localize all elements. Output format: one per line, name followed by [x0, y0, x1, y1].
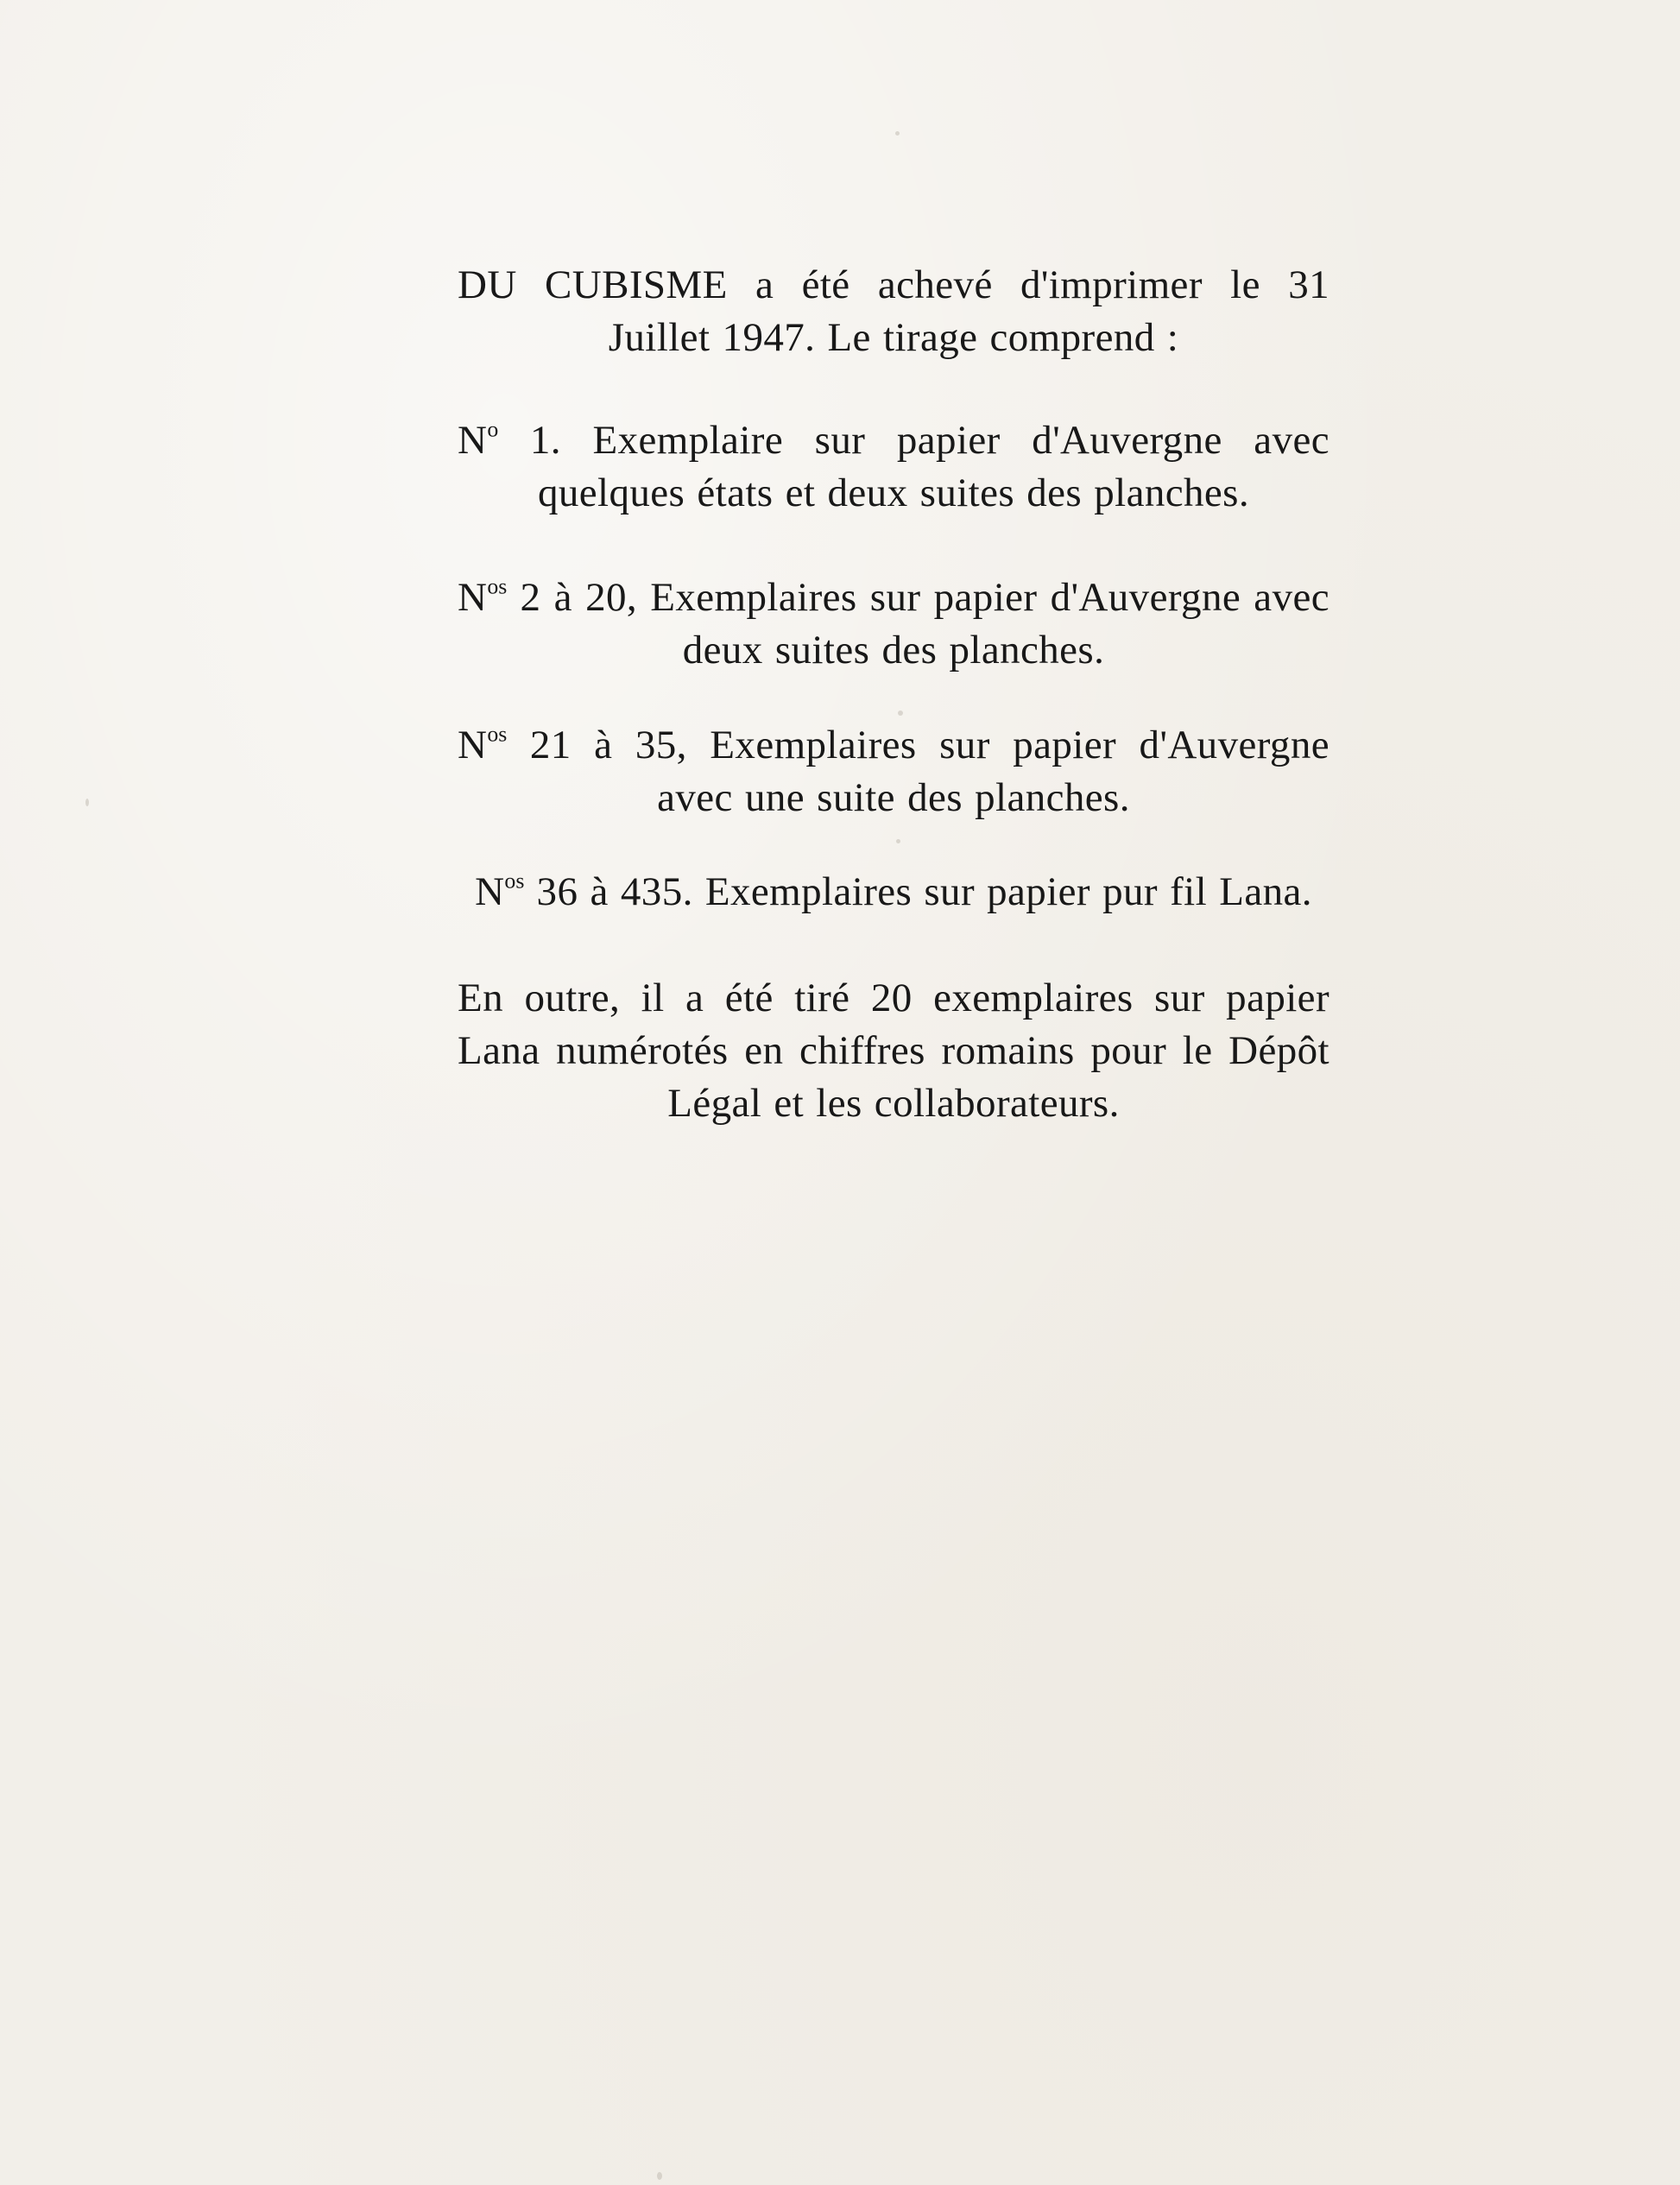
colophon-intro: DU CUBISME a été achevé d'imprimer le 31 Juillet 1947. Le tirage comprend : [458, 262, 1329, 361]
copy-entry-4-ordinal: os [504, 868, 525, 894]
copy-entry-2 [458, 572, 1329, 677]
copy-entry-3-ordinal: os [487, 721, 508, 747]
copy-entry-1-prefix: N [458, 418, 488, 464]
copy-entry-3 [458, 719, 1329, 824]
copy-entry-4-text: 36 à 435. Exemplaires sur papier pur fil Lana. [524, 868, 1312, 914]
copy-entry-3-text: 21 à 35, Exemplaires sur papier d'Auvergne avec une suite des planches. [507, 722, 1329, 820]
copy-entry-2-ordinal: os [487, 574, 508, 599]
copy-entry-1 [458, 414, 1329, 520]
copy-entry-2-prefix: N [458, 575, 488, 621]
copy-entry-1-text: 1. Exemplaire sur papier d'Auvergne avec quelques états et deux suites des planches. [498, 418, 1329, 516]
copy-entry-4 [458, 866, 1329, 919]
copy-entry-4-prefix: N [475, 868, 505, 914]
copy-entry-3-prefix: N [458, 722, 488, 767]
colophon-text-block [458, 259, 1329, 1130]
paper-speck [895, 131, 900, 136]
copy-entry-2-text: 2 à 20, Exemplaires sur papier d'Auvergne avec deux suites des planches. [507, 575, 1329, 673]
copy-entry-1-ordinal: o [487, 416, 499, 442]
paper-speck [657, 2172, 662, 2180]
paper-speck [85, 799, 89, 806]
colophon-closing: En outre, il a été tiré 20 exemplaires sur papier Lana numérotés en chiffres romains pour le Dépôt Légal et les collaborateurs. [458, 975, 1329, 1127]
